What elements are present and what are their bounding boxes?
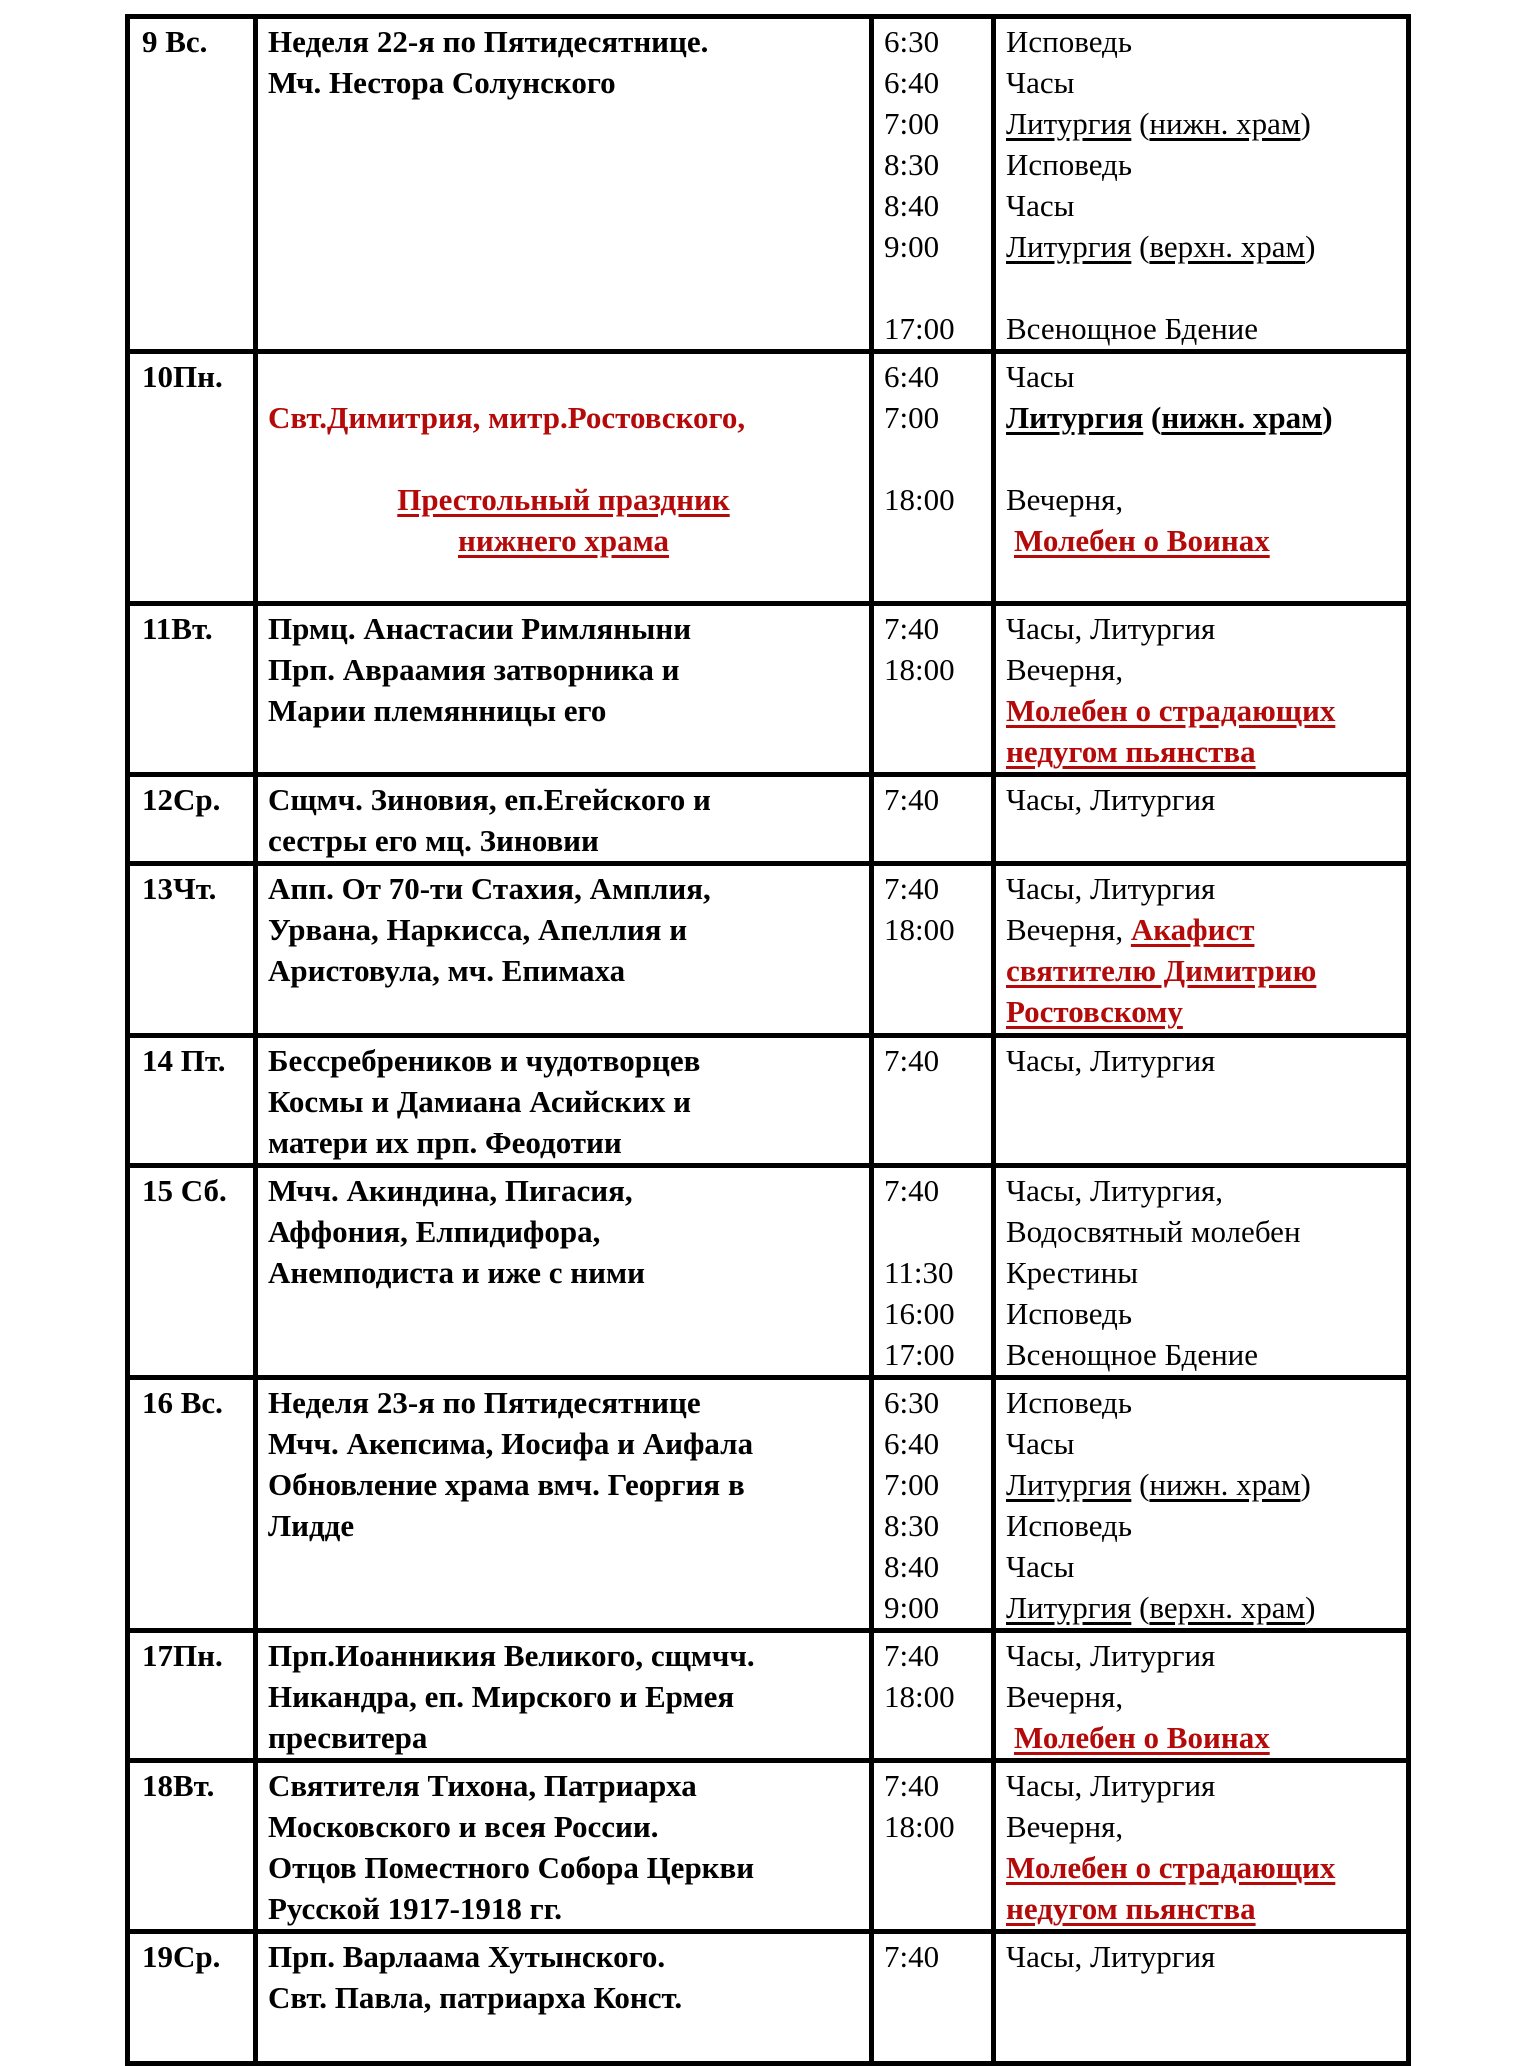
date-cell: 17Пн.: [128, 1631, 256, 1761]
schedule-body: [128, 17, 1409, 2064]
saint-line: Прп.Иоанникия Великого, сщмчч.: [268, 1638, 755, 1673]
service-cell: [994, 1932, 1409, 2064]
temple-label: нижн. храм: [1161, 400, 1323, 435]
feast-text: нижнего храма: [457, 523, 670, 558]
paren-open: (: [1131, 1467, 1150, 1502]
saint-line: Мч. Нестора Солунского: [268, 65, 616, 100]
service-name: Часы: [1006, 65, 1075, 100]
service-time: 11:30: [884, 1255, 954, 1290]
schedule-row: [128, 1378, 1409, 1631]
saint-line: Неделя 22-я по Пятидесятнице.: [268, 24, 709, 59]
service-line: [1006, 103, 1396, 144]
service-line: [1006, 185, 1396, 226]
date-cell: 16 Вс.: [128, 1378, 256, 1631]
service-line: [1006, 649, 1396, 690]
service-cell: [994, 1166, 1409, 1378]
service-name: Часы, Литургия: [1006, 611, 1216, 646]
service-name: Часы: [1006, 188, 1075, 223]
time-cell: [872, 1166, 994, 1378]
paren-close: ): [1300, 106, 1311, 141]
service-name: Часы, Литургия: [1006, 1768, 1216, 1803]
service-time: 7:40: [884, 871, 940, 906]
service-line: [1006, 1587, 1396, 1628]
service-name: Вечерня,: [1006, 652, 1124, 687]
special-service: недугом пьянства: [1006, 734, 1256, 769]
schedule-row: [128, 1631, 1409, 1761]
service-line: [1006, 356, 1396, 397]
paren-open: (: [1143, 400, 1162, 435]
schedule-row: [128, 604, 1409, 775]
saint-line: Обновление храма вмч. Георгия в: [268, 1467, 745, 1502]
service-name: Исповедь: [1006, 1385, 1132, 1420]
saint-cell: [256, 1932, 872, 2064]
saint-line: Аффония, Елпидифора,: [268, 1214, 601, 1249]
service-time: 6:40: [884, 65, 940, 100]
paren-close: ): [1305, 229, 1316, 264]
service-line: [1006, 1847, 1396, 1888]
service-line: [1006, 1717, 1396, 1758]
service-name: Часы: [1006, 1549, 1075, 1584]
liturgy-label: Литургия: [1006, 1467, 1132, 1502]
saint-line: Никандра, еп. Мирского и Ермея: [268, 1679, 735, 1714]
date-cell: 13Чт.: [128, 864, 256, 1036]
service-line: [1006, 267, 1396, 308]
service-name: Всенощное Бдение: [1006, 1337, 1259, 1372]
service-line: [1006, 1170, 1396, 1211]
feast-line: [268, 520, 859, 561]
schedule-row: [128, 1166, 1409, 1378]
saint-line: Аристовула, мч. Епимаха: [268, 953, 626, 988]
service-time: [884, 438, 981, 479]
service-name: Часы, Литургия: [1006, 1939, 1216, 1974]
saint-line: Космы и Дамиана Асийских и: [268, 1084, 691, 1119]
service-time: 18:00: [884, 652, 955, 687]
service-name: Исповедь: [1006, 24, 1132, 59]
service-line: [1006, 1382, 1396, 1423]
service-name: Крестины: [1006, 1255, 1139, 1290]
service-name: Часы, Литургия: [1006, 871, 1216, 906]
schedule-row: [128, 775, 1409, 864]
saint-line: Прп. Авраамия затворника и: [268, 652, 680, 687]
saint-line: Прп. Варлаама Хутынского.: [268, 1939, 666, 1974]
service-time: 6:40: [884, 359, 940, 394]
service-line: [1006, 438, 1396, 479]
saint-line: Лидде: [268, 1508, 355, 1543]
service-line: [1006, 479, 1396, 520]
saint-line: Мчч. Акепсима, Иосифа и Аифала: [268, 1426, 754, 1461]
service-name: Всенощное Бдение: [1006, 311, 1259, 346]
time-cell: [872, 1932, 994, 2064]
service-line: [1006, 1888, 1396, 1929]
service-line: [1006, 1334, 1396, 1375]
service-time: 7:00: [884, 1467, 940, 1502]
special-service: святителю Димитрию: [1006, 953, 1317, 988]
service-line: [1006, 1546, 1396, 1587]
saint-line: Апп. От 70-ти Стахия, Амплия,: [268, 871, 711, 906]
liturgy-label: Литургия: [1006, 229, 1132, 264]
schedule-row: [128, 17, 1409, 352]
service-time: 9:00: [884, 1590, 940, 1625]
saint-line: Урвана, Наркисса, Апеллия и: [268, 912, 688, 947]
saint-line: Святителя Тихона, Патриарха: [268, 1768, 697, 1803]
service-time: 9:00: [884, 229, 940, 264]
date-cell: 19Ср.: [128, 1932, 256, 2064]
saint-cell: [256, 1036, 872, 1166]
service-cell: [994, 1036, 1409, 1166]
service-line: [1006, 991, 1396, 1032]
service-line: [1006, 1252, 1396, 1293]
schedule-row: [128, 1932, 1409, 2064]
service-line: [1006, 397, 1396, 438]
service-line: [1006, 1040, 1396, 1081]
saint-line: Мчч. Акиндина, Пигасия,: [268, 1173, 633, 1208]
spacer: [268, 438, 859, 479]
time-cell: [872, 604, 994, 775]
service-time: [884, 1211, 981, 1252]
liturgy-label: Литургия: [1006, 1590, 1132, 1625]
service-name: Вечерня,: [1006, 1809, 1124, 1844]
time-cell: [872, 864, 994, 1036]
service-time: 17:00: [884, 1337, 955, 1372]
date-cell: 14 Пт.: [128, 1036, 256, 1166]
service-time: 8:30: [884, 147, 940, 182]
saint-cell: [256, 1166, 872, 1378]
service-time: 18:00: [884, 912, 955, 947]
space: [1123, 912, 1131, 947]
saint-line: Неделя 23-я по Пятидесятнице: [268, 1385, 701, 1420]
service-line: [1006, 308, 1396, 349]
saint-cell: [256, 1761, 872, 1932]
service-time: 6:30: [884, 24, 940, 59]
time-cell: [872, 1036, 994, 1166]
service-line: [1006, 731, 1396, 772]
special-service: Молебен о страдающих: [1006, 693, 1336, 728]
service-cell: [994, 1761, 1409, 1932]
service-time: 7:40: [884, 611, 940, 646]
service-time: 7:40: [884, 1638, 940, 1673]
service-time: 16:00: [884, 1296, 955, 1331]
temple-label: нижн. храм: [1149, 1467, 1301, 1502]
paren-close: ): [1300, 1467, 1311, 1502]
paren-open: (: [1131, 229, 1150, 264]
saint-line: Свт. Павла, патриарха Конст.: [268, 1980, 683, 2015]
date-cell: 18Вт.: [128, 1761, 256, 1932]
service-line: [1006, 608, 1396, 649]
special-service: Акафист: [1130, 912, 1255, 947]
schedule-row: [128, 1036, 1409, 1166]
service-name: Исповедь: [1006, 147, 1132, 182]
service-line: [1006, 520, 1396, 561]
service-line: [1006, 779, 1396, 820]
service-cell: [994, 1631, 1409, 1761]
special-service: Молебен о страдающих: [1006, 1850, 1336, 1885]
service-line: [1006, 1211, 1396, 1252]
service-line: [1006, 1464, 1396, 1505]
service-name: Исповедь: [1006, 1508, 1132, 1543]
service-time: 18:00: [884, 482, 955, 517]
service-time: 7:40: [884, 782, 940, 817]
saint-cell: [256, 352, 872, 604]
feast-saint-name: Свт.Димитрия, митр.Ростовского,: [268, 400, 746, 435]
spacer: [268, 356, 859, 397]
date-cell: 11Вт.: [128, 604, 256, 775]
saint-cell: [256, 604, 872, 775]
saint-line: матери их прп. Феодотии: [268, 1125, 622, 1160]
paren-open: (: [1131, 1590, 1150, 1625]
service-line: [1006, 909, 1396, 950]
date-cell: 15 Сб.: [128, 1166, 256, 1378]
saint-cell: [256, 1378, 872, 1631]
saint-cell: [256, 864, 872, 1036]
service-name: Исповедь: [1006, 1296, 1132, 1331]
service-time: 7:40: [884, 1939, 940, 1974]
service-time: 17:00: [884, 311, 955, 346]
schedule-row: [128, 1761, 1409, 1932]
temple-label: верхн. храм: [1149, 1590, 1306, 1625]
service-cell: [994, 604, 1409, 775]
paren-close: ): [1322, 400, 1333, 435]
saint-line: Русской 1917-1918 гг.: [268, 1891, 563, 1926]
service-line: [1006, 1423, 1396, 1464]
service-time: 7:40: [884, 1043, 940, 1078]
time-cell: [872, 1378, 994, 1631]
service-line: [1006, 690, 1396, 731]
service-line: [1006, 950, 1396, 991]
feast-text: Престольный праздник: [397, 482, 730, 517]
service-line: [1006, 1505, 1396, 1546]
service-time: 6:30: [884, 1385, 940, 1420]
service-name: Часы: [1006, 1426, 1075, 1461]
special-service: Молебен о Воинах: [1014, 1720, 1270, 1755]
time-cell: [872, 1631, 994, 1761]
date-cell: 9 Вс.: [128, 17, 256, 352]
saint-line: Московского и всея России.: [268, 1809, 659, 1844]
service-time: 8:40: [884, 188, 940, 223]
service-time: 7:40: [884, 1173, 940, 1208]
service-time: 8:30: [884, 1508, 940, 1543]
service-time: 6:40: [884, 1426, 940, 1461]
service-name: Вечерня,: [1006, 1679, 1124, 1714]
service-line: [1006, 1806, 1396, 1847]
date-cell: 12Ср.: [128, 775, 256, 864]
date-cell: 10Пн.: [128, 352, 256, 604]
time-cell: [872, 352, 994, 604]
saint-line: Бессребреников и чудотворцев: [268, 1043, 701, 1078]
service-line: [1006, 1293, 1396, 1334]
saint-line: Сщмч. Зиновия, еп.Егейского и: [268, 782, 711, 817]
service-line: [1006, 21, 1396, 62]
time-cell: [872, 775, 994, 864]
service-line: [1006, 62, 1396, 103]
paren-open: (: [1131, 106, 1150, 141]
temple-label: нижн. храм: [1149, 106, 1301, 141]
saint-line: Отцов Поместного Собора Церкви: [268, 1850, 755, 1885]
service-time: 8:40: [884, 1549, 940, 1584]
service-name: Часы, Литургия: [1006, 1638, 1216, 1673]
saint-cell: [256, 775, 872, 864]
feast-label: [268, 479, 859, 561]
saint-line: Прмц. Анастасии Римляныни: [268, 611, 692, 646]
service-name: Часы: [1006, 359, 1075, 394]
service-cell: [994, 864, 1409, 1036]
special-service: недугом пьянства: [1006, 1891, 1256, 1926]
service-line: [1006, 1676, 1396, 1717]
service-line: [1006, 1635, 1396, 1676]
time-cell: [872, 17, 994, 352]
service-time: 7:00: [884, 400, 940, 435]
service-time: 18:00: [884, 1809, 955, 1844]
service-name: Часы, Литургия: [1006, 1043, 1216, 1078]
service-cell: [994, 352, 1409, 604]
service-name: Часы, Литургия: [1006, 782, 1216, 817]
saint-line: Марии племянницы его: [268, 693, 607, 728]
saint-cell: [256, 17, 872, 352]
service-line: [1006, 1936, 1396, 1977]
service-line: [1006, 868, 1396, 909]
service-time: [884, 267, 981, 308]
saint-line: Анемподиста и иже с ними: [268, 1255, 646, 1290]
service-line: [1006, 144, 1396, 185]
service-name: Вечерня,: [1006, 912, 1124, 947]
service-line: [1006, 1765, 1396, 1806]
saint-line: сестры его мц. Зиновии: [268, 823, 599, 858]
service-line: [1006, 226, 1396, 267]
schedule-row: [128, 352, 1409, 604]
service-time: 7:40: [884, 1768, 940, 1803]
saint-line: пресвитера: [268, 1720, 428, 1755]
saint-cell: [256, 1631, 872, 1761]
service-cell: [994, 17, 1409, 352]
service-name: Вечерня,: [1006, 482, 1124, 517]
special-service: Молебен о Воинах: [1014, 523, 1270, 558]
special-service: Ростовскому: [1006, 994, 1183, 1029]
schedule-row: [128, 864, 1409, 1036]
feast-line: [268, 479, 859, 520]
time-cell: [872, 1761, 994, 1932]
church-schedule-table: [125, 14, 1411, 2066]
temple-label: верхн. храм: [1149, 229, 1306, 264]
service-cell: [994, 775, 1409, 864]
service-name: Водосвятный молебен: [1006, 1214, 1301, 1249]
service-name: Часы, Литургия,: [1006, 1173, 1224, 1208]
service-time: 7:00: [884, 106, 940, 141]
liturgy-label: Литургия: [1006, 400, 1144, 435]
liturgy-label: Литургия: [1006, 106, 1132, 141]
paren-close: ): [1305, 1590, 1316, 1625]
service-time: 18:00: [884, 1679, 955, 1714]
service-cell: [994, 1378, 1409, 1631]
